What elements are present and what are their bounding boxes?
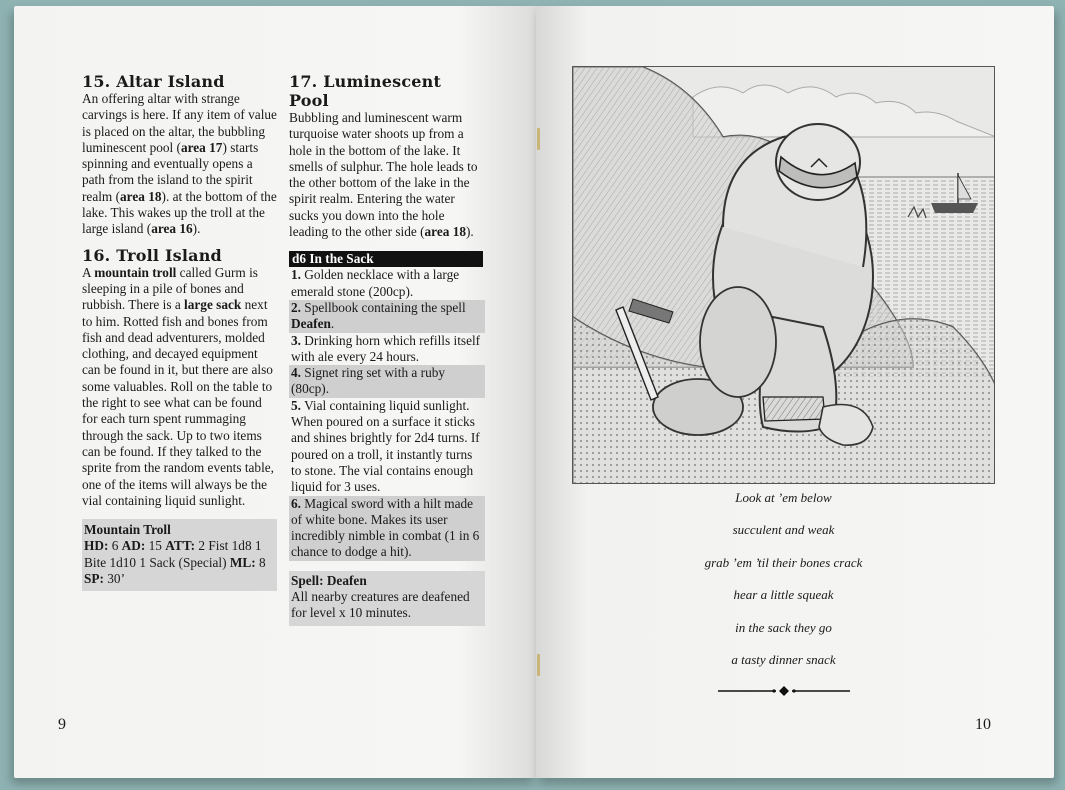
table-row: 4. Signet ring set with a ruby (80cp). bbox=[289, 365, 485, 398]
area-15-section bbox=[82, 72, 277, 238]
statblock-title: Mountain Troll bbox=[84, 522, 171, 538]
area-17-section bbox=[289, 72, 485, 240]
middle-column bbox=[289, 72, 485, 626]
sack-table-header: d6 In the Sack bbox=[289, 251, 483, 267]
table-row: 5. Vial containing liquid sunlight. When poured on a surface it sticks and shines brightly for 2d4 turns. If poured on a troll, it instantly turns to stone. The vial contains enough liquid for 3 uses. bbox=[291, 397, 480, 495]
page-number-right: 10 bbox=[975, 716, 991, 733]
page-number-left: 9 bbox=[58, 716, 66, 733]
troll-statblock bbox=[82, 519, 277, 591]
staple-bottom bbox=[537, 654, 540, 676]
area-16-text: A mountain troll called Gurm is sleeping in a pile of bones and rubbish. There is a large sack next to him. Rotted fish and bones from fish and dead adventurers, molded clothing, and decayed equipment can be found in it, but there are also some valuables. Roll on the table to the right to see what can be found for each turn spent rummaging through the sack. Up to two items can be found. If they talked to the sprite from the random events table, one of the items will always be the vial containing liquid sunlight. bbox=[82, 264, 275, 508]
statblock-stats: HD: 6 AD: 15 ATT: 2 Fist 1d8 1 Bite 1d10 1 Sack (Special) ML: 8 SP: 30’ bbox=[84, 538, 266, 587]
area-17-text: Bubbling and luminescent warm turquoise water shoots up from a hole in the bottom of the lake. It smells of sulphur. The hole leads to the other bottom of the lake in the spirit realm. Entering the water sucks you down into the hole leading to the other side (area 18). bbox=[289, 110, 478, 240]
area-16-section bbox=[82, 246, 277, 509]
left-column bbox=[82, 72, 277, 591]
table-row: 1. Golden necklace with a large emerald stone (200cp). bbox=[291, 267, 460, 299]
area-15-heading: 15. Altar Island bbox=[82, 72, 225, 91]
poem-line: grab ’em ’til their bones crack bbox=[704, 554, 863, 570]
troll-illustration-svg bbox=[573, 67, 995, 484]
poem-line: hear a little squeak bbox=[733, 587, 834, 603]
poem bbox=[572, 486, 995, 680]
area-15-text: An offering altar with strange carvings is here. If any item of value is placed on the altar, the bubbling luminescent pool (area 17) starts spinning and eventually opens a path from the island to the spirit realm (area 18). at the bottom of the lake. This wakes up the troll at the large island (area 16). bbox=[82, 91, 277, 237]
troll-illustration bbox=[572, 66, 995, 484]
spell-title: Spell: Deafen bbox=[291, 572, 367, 588]
poem-line: in the sack they go bbox=[735, 619, 832, 635]
sack-table bbox=[289, 267, 485, 560]
spell-text: All nearby creatures are deafened for level x 10 minutes. bbox=[291, 589, 470, 621]
area-17-heading: 17. Luminescent Pool bbox=[289, 72, 442, 110]
table-row: 6. Magical sword with a hilt made of white bone. Makes its user incredibly nimble in combat (1 in 6 chance to dodge a hit). bbox=[289, 496, 485, 561]
ornamental-divider bbox=[718, 686, 850, 696]
area-16-heading: 16. Troll Island bbox=[82, 245, 222, 265]
staple-top bbox=[537, 128, 540, 150]
table-row: 3. Drinking horn which refills itself with ale every 24 hours. bbox=[291, 332, 481, 364]
table-row: 2. Spellbook containing the spell Deafen. bbox=[289, 300, 485, 333]
poem-line: Look at ’em below bbox=[735, 490, 832, 505]
spell-box bbox=[289, 571, 485, 626]
poem-line: succulent and weak bbox=[732, 522, 835, 538]
poem-line: a tasty dinner snack bbox=[731, 651, 836, 667]
